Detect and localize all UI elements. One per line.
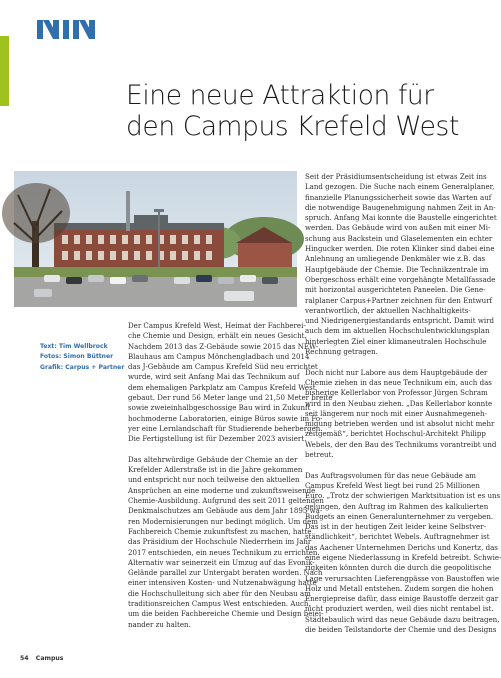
text-line: Euro. „Trotz der schwierigen Marktsituation ist es uns <box>305 491 501 501</box>
credit-text: Text: Tim Wellbrock <box>40 343 108 350</box>
text-line: ständlichkeit“, berichtet Webels. Auftragnehmer ist <box>305 532 490 542</box>
text-line: Hingucker werden. Die roten Klinker sind dabei eine <box>305 244 495 254</box>
text-line: die notwendige Baugenehmigung nahmen Zeit in An- <box>305 202 496 212</box>
text-line: seit längerem nur noch mit einer Ausnahmegeneh- <box>305 408 487 418</box>
text-line: Das ist in der heutigen Zeit leider keine Selbstver- <box>305 522 486 532</box>
text-line: betreut. <box>305 450 334 460</box>
article-paragraph <box>128 454 324 630</box>
text-line: das Präsidium der Hochschule Niederrhein im Jahr <box>128 537 312 547</box>
text-line: Das Auftragsvolumen für das neue Gebäude am <box>305 470 476 480</box>
text-line: Ansprüchen an eine moderne und zukunftsweisende <box>128 485 316 495</box>
text-line: einer intensiven Kosten- und Nutzenabwägung hatte <box>128 578 317 588</box>
text-line: Obergeschoss erhält eine vorgehängte Metallfassade <box>305 274 496 284</box>
text-line: auch dem im aktuellen Hochschulentwicklungsplan <box>305 326 490 336</box>
text-line: Anlehnung an umliegende Denkmäler wie z.B. das <box>305 254 486 264</box>
text-line: die beiden Teilstandorte der Chemie und des Designs <box>305 625 497 635</box>
text-line: Lage verursachten Lieferengpässe von Baustoffen wie <box>305 573 500 583</box>
credit-graphic: Grafik: Carpus + Partner <box>40 363 125 371</box>
text-line: ralplaner Carpus+Partner zeichnen für den Entwurf <box>305 295 493 305</box>
text-line: ren Modernisierungen nur bedingt möglich. Um dem <box>128 516 318 526</box>
text-line: rigkeiten könnten durch die durch die geopolitische <box>305 563 492 573</box>
text-line: Krefelder Adlerstraße ist in die Jahre gekommen <box>128 465 303 475</box>
text-line: schung aus Backstein und Glaselementen ein echter <box>305 233 493 243</box>
text-line: verantwortlich, der aktuellen Nachhaltigkeits- <box>305 305 471 315</box>
text-line: gelungen, den Auftrag im Rahmen des kalkulierten <box>305 501 489 511</box>
text-line: yer eine Lernlandschaft für Studierende beherbergen. <box>128 423 323 433</box>
headline-line-2: den Campus Krefeld West <box>126 111 459 142</box>
text-line: zeitgemäß“, berichtet Hochschul-Architekt Philipp <box>305 429 486 439</box>
text-line: Nachdem 2013 das Z-Gebäude sowie 2015 das NEW- <box>128 341 319 351</box>
text-line: eine eigene Niederlassung in Krefeld betreibt. Schwie- <box>305 552 501 562</box>
article-paragraph <box>305 172 497 357</box>
text-line: gebaut. Der rund 56 Meter lange und 21,50 Meter breite <box>128 393 333 403</box>
text-line: Fachbereich Chemie zukunftsfest zu machen, hatte <box>128 526 312 536</box>
text-line: Alternativ war seinerzeit ein Umzug auf das Evonik- <box>128 557 315 567</box>
text-line: werden. Das Gebäude wird von außen mit einer Mi- <box>305 223 491 233</box>
text-line: hinterlegten Ziel einer klimaneutralen Hochschule <box>305 336 487 346</box>
article-paragraph <box>305 470 501 636</box>
text-line: das Aachener Unternehmen Derichs und Konertz, das <box>305 542 498 552</box>
article-paragraph <box>305 367 497 461</box>
text-line: dem ehemaligen Parkplatz am Campus Krefeld West <box>128 382 316 392</box>
article-column-right <box>305 172 501 646</box>
text-line: Holz und Metall entstehen. Zudem sorgen die hohen <box>305 583 494 593</box>
text-line: und Niedrigenergiestandards entspricht. Damit wird <box>305 316 494 326</box>
text-line: Blauhaus am Campus Mönchengladbach und 2014 <box>128 351 310 361</box>
text-line: spruch. Anfang Mai konnte die Baustelle eingerichtet <box>305 213 497 223</box>
text-line: Land gezogen. Die Suche nach einem Generalplaner, <box>305 182 495 192</box>
article-paragraph <box>128 321 333 445</box>
text-line: Gelände parallel zur Untergabt beraten worden. Nach <box>128 568 323 578</box>
text-line: Das altehrwürdige Gebäude der Chemie an der <box>128 454 298 464</box>
text-line: finanzielle Planungssicherheit sowie das Warten auf <box>305 192 492 202</box>
text-line: Doch nicht nur Labore aus dem Hauptgebäude der <box>305 367 488 377</box>
section-name: Campus <box>35 655 64 662</box>
text-line: che Chemie und Design, erhält ein neues Gesicht. <box>128 331 307 341</box>
text-line: um die beiden Fachbereiche Chemie und Design beiei- <box>128 609 324 619</box>
page-number: 54 <box>20 655 29 662</box>
text-line: nicht produziert werden, weil dies nicht rentabel ist. <box>305 604 494 614</box>
text-line: wurde, wird seit Anfang Mai das Technikum auf <box>128 372 300 382</box>
text-line: Die Fertigstellung ist für Dezember 2023 avisiert. <box>128 434 307 444</box>
text-line: Hauptgebäude der Chemie. Die Technikzentrale im <box>305 264 489 274</box>
text-line: Städtebaulich wird das neue Gebäude dazu beitragen, <box>305 614 500 624</box>
text-line: traditionsreichen Campus West entschieden. Auch, <box>128 599 311 609</box>
text-line: Budgets an einen Generalunternehmer zu vergeben. <box>305 511 494 521</box>
page-headline <box>126 80 459 142</box>
text-line: Chemie-Ausbildung. Aufgrund des seit 2011 geltenden <box>128 496 324 506</box>
article-credits <box>40 342 125 373</box>
accent-side-bar <box>0 36 9 106</box>
text-line: Chemie ziehen in das neue Technikum ein, auch das <box>305 377 492 387</box>
text-line: Seit der Präsidiumsentscheidung ist etwas Zeit ins <box>305 172 487 181</box>
text-line: Denkmalschutzes am Gebäude aus dem Jahr 1895 wa- <box>128 506 323 516</box>
text-line: Webels, der den Bau des Technikums vorantreibt und <box>305 439 497 449</box>
text-line: hochmoderne Laboratorien, einige Büros sowie im Fo- <box>128 413 323 423</box>
text-line: Der Campus Krefeld West, Heimat der Fachberei- <box>128 321 306 330</box>
text-line: das J-Gebäude am Campus Krefeld Süd neu errichtet <box>128 362 318 372</box>
text-line: nander zu halten. <box>128 619 191 629</box>
text-line: migung betrieben werden und ist absolut nicht mehr <box>305 419 495 429</box>
text-line: bisherige Kellerlabor von Professor Jürgen Schram <box>305 388 488 398</box>
text-line: die Hochschulleitung sich aber für den Neubau am <box>128 588 311 598</box>
text-line: Campus Krefeld West liegt bei rund 25 Millionen <box>305 480 480 490</box>
text-line: wird in den Neubau ziehen. „Das Kellerlabor konnte <box>305 398 493 408</box>
text-line: Rechnung getragen. <box>305 347 378 357</box>
headline-line-1: Eine neue Attraktion für <box>126 80 434 111</box>
text-line: 2017 entschieden, ein neues Technikum zu errichten. <box>128 547 320 557</box>
page-footer <box>20 655 63 662</box>
credit-photos: Fotos: Simon Büttner <box>40 353 114 361</box>
text-line: Energiepreise dafür, dass einige Baustoffe derzeit gar <box>305 594 499 604</box>
text-line: mit horizontal ausgerichteten Paneelen. Die Gene- <box>305 285 486 295</box>
text-line: und entspricht nur noch teilweise den aktuellen <box>128 475 300 485</box>
hochschule-logo-icon <box>37 17 97 42</box>
text-line: sowie zweieinhalbgeschossige Bau wird in Zukunft <box>128 403 311 413</box>
campus-building-photo <box>14 171 297 307</box>
